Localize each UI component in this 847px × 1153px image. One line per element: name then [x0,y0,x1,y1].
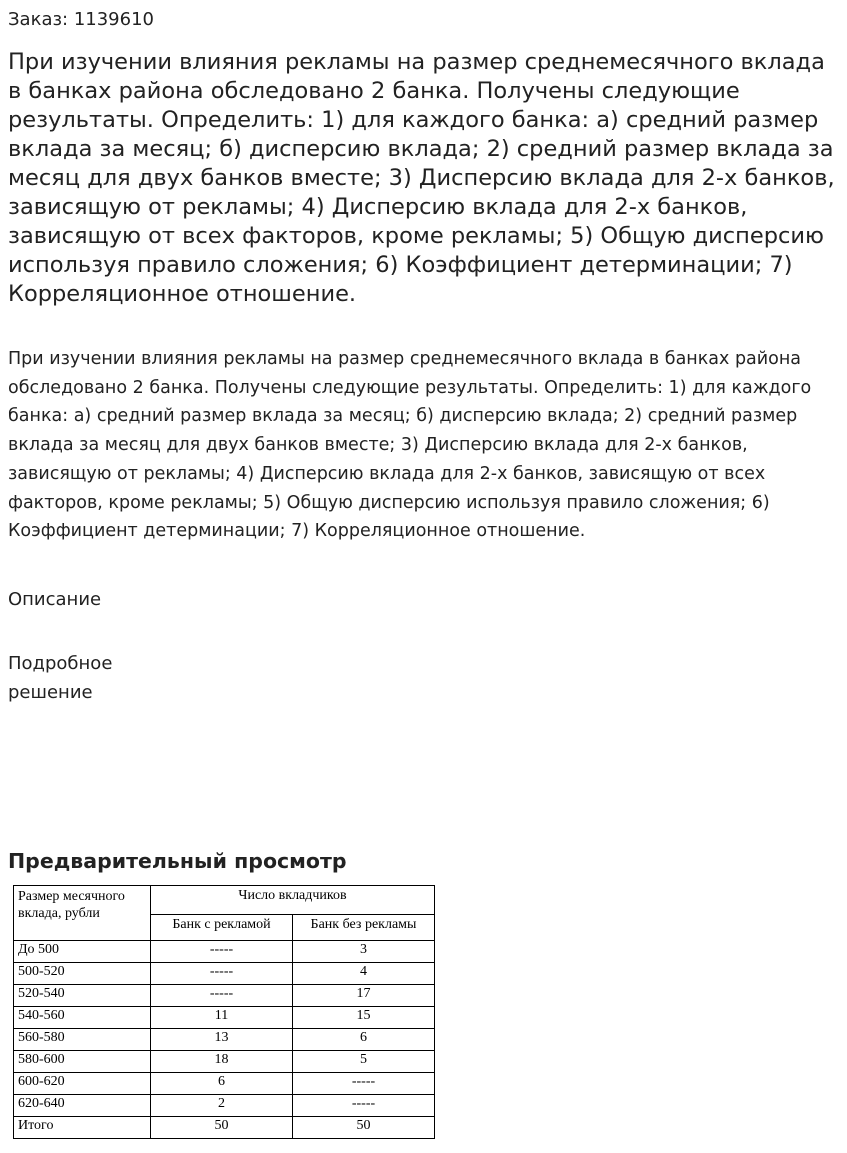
cell-with-ads: ----- [151,941,293,963]
cell-with-ads: 50 [151,1117,293,1139]
cell-size: Итого [14,1117,151,1139]
description-label: Описание [8,589,102,610]
preview-heading: Предварительный просмотр [8,849,347,873]
column-header-bank-without-ads: Банк без рекламы [293,915,435,941]
cell-with-ads: 13 [151,1029,293,1051]
cell-without-ads: 15 [293,1007,435,1029]
cell-size: 500-520 [14,963,151,985]
cell-size: 620-640 [14,1095,151,1117]
table-row [14,963,435,985]
table-row [14,1029,435,1051]
cell-with-ads: ----- [151,963,293,985]
cell-size: До 500 [14,941,151,963]
table-row-total [14,1117,435,1139]
task-description: При изучении влияния рекламы на размер среднемесячного вклада в банках района обследовано 2 банка. Получены следующие результаты. Определить: 1) для каждого банка: а) средний размер вклада за месяц; б) дисперсию вклада; 2) средний размер вклада за месяц для двух банков вместе; 3) Дисперсию вклада для 2-х банков, зависящую от рекламы; 4) Дисперсию вклада для 2-х банков, зависящую от всех факторов, кроме рекламы; 5) Общую дисперсию используя правило сложения; 6) Коэффициент детерминации; 7) Корреляционное отношение. [8,349,812,542]
column-group-header-depositors: Число вкладчиков [151,886,435,915]
table-row [14,941,435,963]
table-row [14,1095,435,1117]
cell-without-ads: 17 [293,985,435,1007]
cell-size: 580-600 [14,1051,151,1073]
cell-with-ads: ----- [151,985,293,1007]
column-header-deposit-size: Размер месячного вклада, рубли [14,886,151,941]
order-number: Заказ: 1139610 [8,9,154,30]
cell-without-ads: 5 [293,1051,435,1073]
cell-without-ads: 3 [293,941,435,963]
detailed-solution-label: Подробное решение [8,653,113,703]
cell-without-ads: 50 [293,1117,435,1139]
cell-without-ads: ----- [293,1095,435,1117]
cell-with-ads: 11 [151,1007,293,1029]
page-title: При изучении влияния рекламы на размер среднемесячного вклада в банках района обследовано 2 банка. Получены следующие результаты. Определить: 1) для каждого банка: а) средний размер вклада за месяц; б) дисперсию вклада; 2) средний размер вклада за месяц для двух банков вместе; 3) Дисперсию вклада для 2-х банков, зависящую от рекламы; 4) Дисперсию вклада для 2-х банков, зависящую от всех факторов, кроме рекламы; 5) Общую дисперсию используя правило сложения; 6) Коэффициент детерминации; 7) Корреляционное отношение. [8,49,835,307]
cell-with-ads: 6 [151,1073,293,1095]
cell-size: 600-620 [14,1073,151,1095]
cell-with-ads: 18 [151,1051,293,1073]
column-header-bank-with-ads: Банк с рекламой [151,915,293,941]
cell-size: 540-560 [14,1007,151,1029]
table-row [14,1051,435,1073]
cell-size: 560-580 [14,1029,151,1051]
table-row [14,1073,435,1095]
table-body [14,941,435,1139]
preview-table [13,885,435,1139]
cell-size: 520-540 [14,985,151,1007]
cell-without-ads: 6 [293,1029,435,1051]
table-row [14,1007,435,1029]
table-row [14,985,435,1007]
cell-with-ads: 2 [151,1095,293,1117]
cell-without-ads: ----- [293,1073,435,1095]
cell-without-ads: 4 [293,963,435,985]
